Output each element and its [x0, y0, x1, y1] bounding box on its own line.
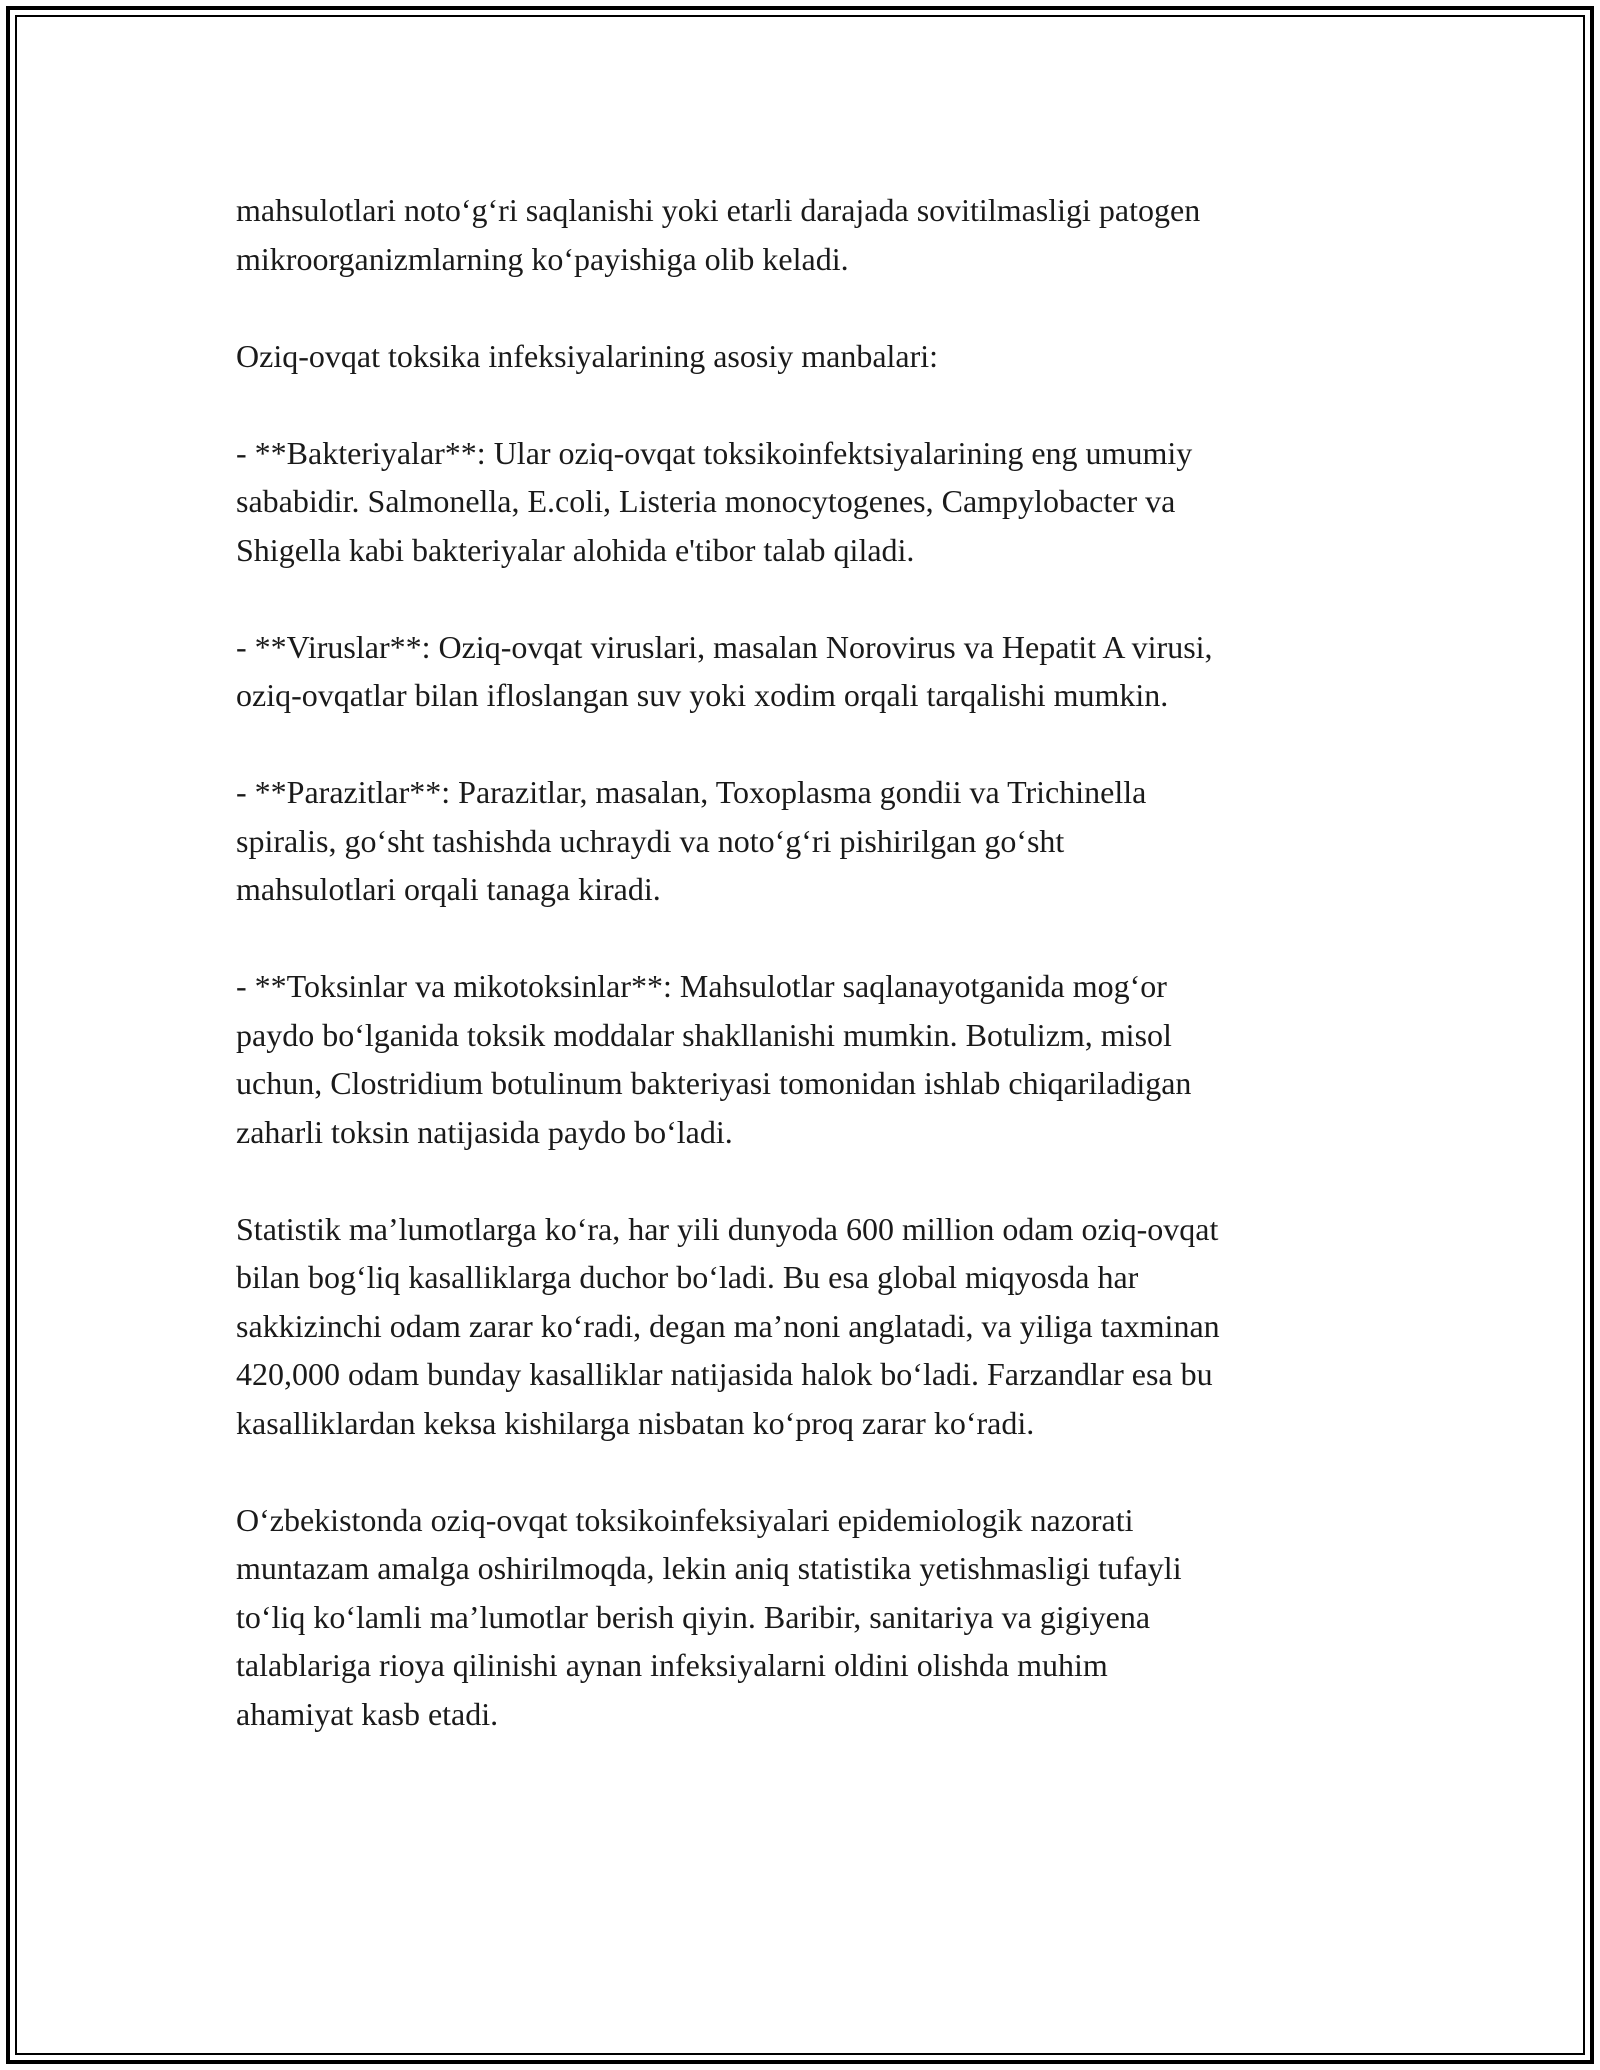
list-item-toxins: - **Toksinlar va mikotoksinlar**: Mahsulotlar saqlanayotganida mog‘or paydo bo‘lganida toksik moddalar shakllanishi mumkin. Botulizm, misol uchun, Clostridium botulinum bakteriyasi tomonidan ishlab chiqariladigan zaharli toksin natijasida paydo bo‘ladi. — [236, 968, 1192, 1150]
list-item-viruses: - **Viruslar**: Oziq-ovqat viruslari, masalan Norovirus va Hepatit A virusi, oziq-ovqatlar bilan ifloslangan suv yoki xodim orqali tarqalishi mumkin. — [236, 628, 1213, 713]
paragraph-sources-heading: Oziq-ovqat toksika infeksiyalarining asosiy manbalari: — [236, 337, 939, 374]
list-item-bacteria: - **Bakteriyalar**: Ular oziq-ovqat toksikoinfektsiyalarining eng umumiy sababidir. Salmonella, E.coli, Listeria monocytogenes, Campylobacter va Shigella kabi bakteriyalar alohida e'tibor talab qiladi. — [236, 434, 1193, 568]
document-body — [236, 186, 1396, 1738]
list-item-parasites: - **Parazitlar**: Parazitlar, masalan, Toxoplasma gondii va Trichinella spiralis, go‘sht tashishda uchraydi va noto‘g‘ri pishirilgan go‘sht mahsulotlari orqali tanaga kiradi. — [236, 774, 1147, 907]
paragraph-statistics: Statistik ma’lumotlarga ko‘ra, har yili dunyoda 600 million odam oziq-ovqat bilan bog‘liq kasalliklarga duchor bo‘ladi. Bu esa global miqyosda har sakkizinchi odam zarar ko‘radi, degan ma’noni anglatadi, va yiliga taxminan 420,000 odam bunday kasalliklar natijasida halok bo‘ladi. Farzandlar esa bu kasalliklardan keksa kishilarga nisbatan ko‘proq zarar ko‘radi. — [236, 1210, 1220, 1441]
paragraph-uzbekistan: O‘zbekistonda oziq-ovqat toksikoinfeksiyalari epidemiologik nazorati muntazam amalga oshirilmoqda, lekin aniq statistika yetishmasligi tufayli to‘liq ko‘lamli ma’lumotlar berish qiyin. Baribir, sanitariya va gigiyena talablariga rioya qilinishi aynan infeksiyalarni oldini olishda muhim ahamiyat kasb etadi. — [236, 1501, 1182, 1732]
paragraph-storage-continuation: mahsulotlari noto‘g‘ri saqlanishi yoki etarli darajada sovitilmasligi patogen mikroorganizmlarning ko‘payishiga olib keladi. — [236, 192, 1201, 277]
